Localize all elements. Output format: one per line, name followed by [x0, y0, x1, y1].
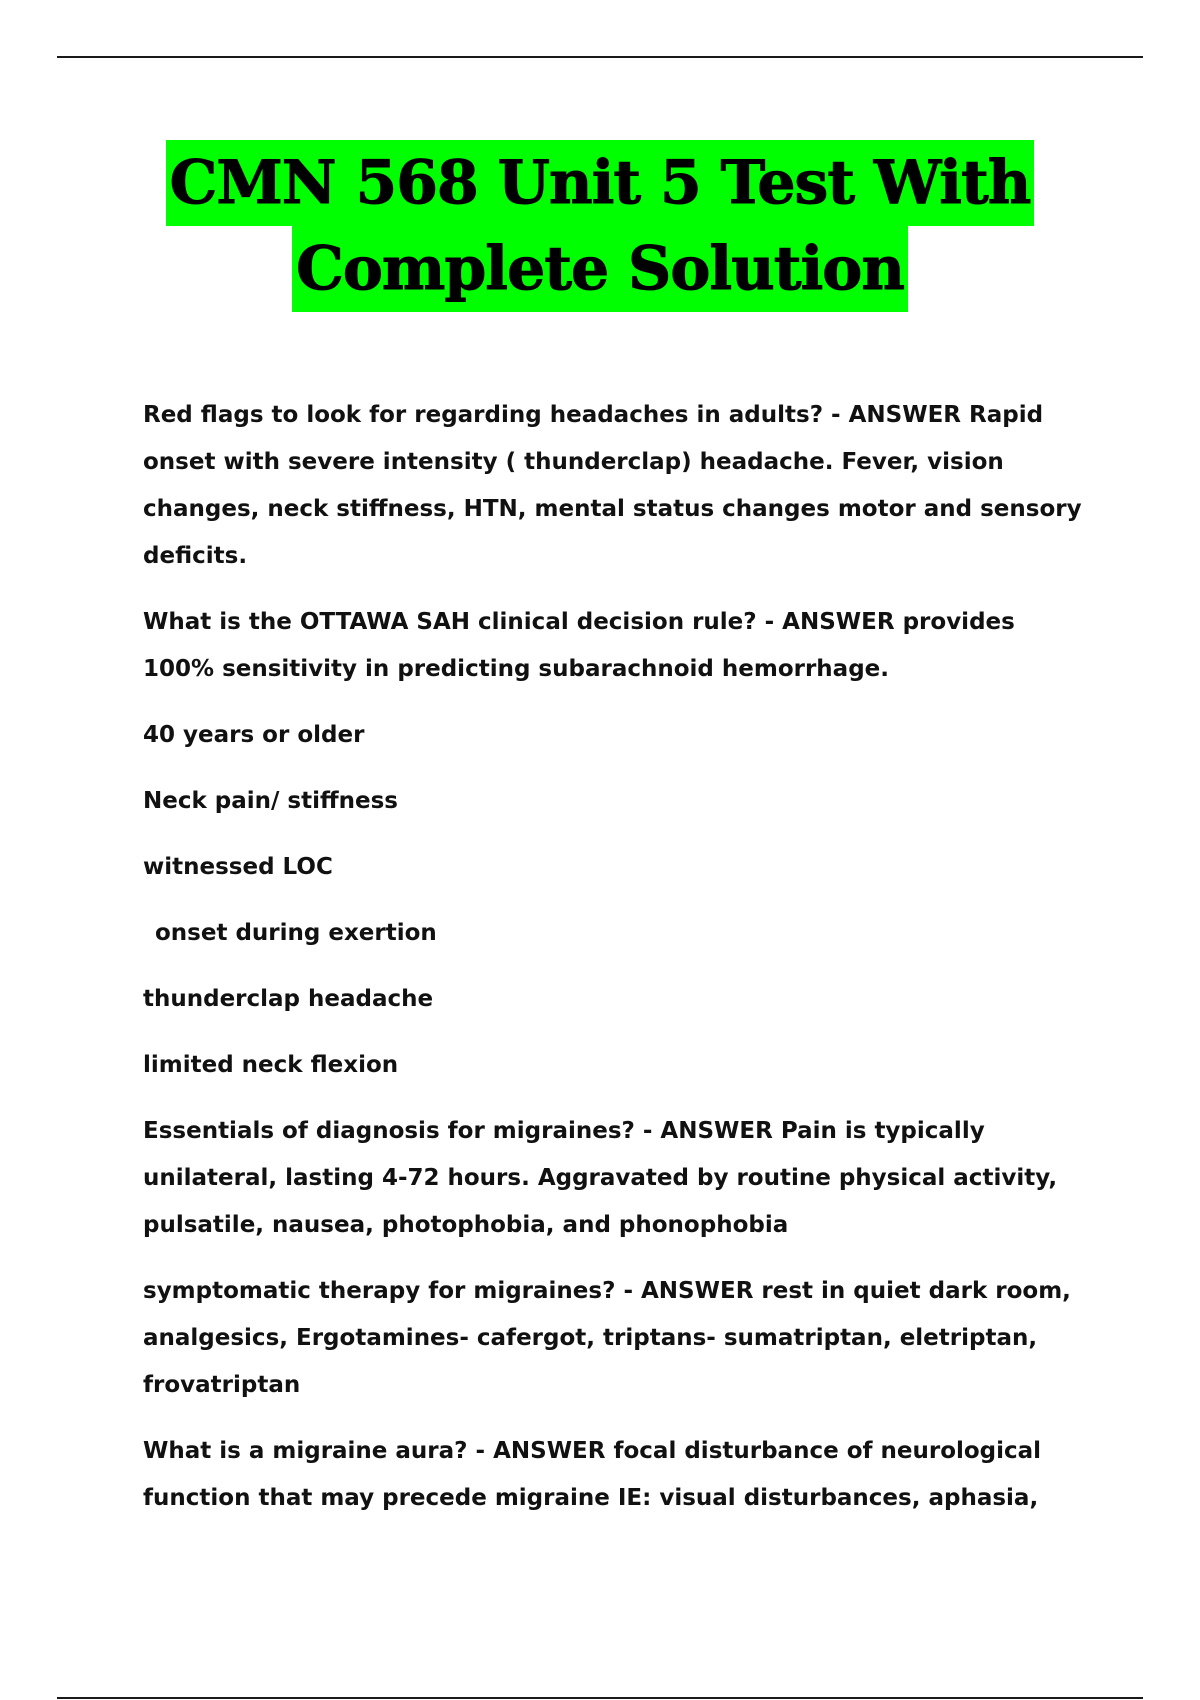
- bottom-rule: [57, 1697, 1143, 1699]
- title-line-2: Complete Solution: [292, 226, 908, 312]
- qa-paragraph: symptomatic therapy for migraines? - ANSWER rest in quiet dark room, analgesics, Ergotamines- cafergot, triptans- sumatriptan, eletriptan, frovatriptan: [143, 1278, 1071, 1398]
- qa-paragraph: What is the OTTAWA SAH clinical decision rule? - ANSWER provides 100% sensitivity in predicting subarachnoid hemorrhage.: [143, 609, 1015, 682]
- list-item: Neck pain/ stiffness: [143, 788, 398, 814]
- top-rule: [57, 56, 1143, 58]
- qa-paragraph: What is a migraine aura? - ANSWER focal disturbance of neurological function that may precede migraine IE: visual disturbances, aphasia,: [143, 1438, 1042, 1511]
- document-title: [0, 140, 1200, 312]
- list-item: thunderclap headache: [143, 986, 434, 1012]
- document-body: [143, 392, 1083, 1541]
- qa-paragraph: Red flags to look for regarding headaches in adults? - ANSWER Rapid onset with severe intensity ( thunderclap) headache. Fever, vision changes, neck stiffness, HTN, mental status changes motor and sensory deficits.: [143, 402, 1082, 569]
- qa-paragraph: Essentials of diagnosis for migraines? - ANSWER Pain is typically unilateral, lasting 4-72 hours. Aggravated by routine physical activity, pulsatile, nausea, photophobia, and phonophobia: [143, 1118, 1058, 1238]
- list-item: onset during exertion: [155, 920, 437, 946]
- list-item: 40 years or older: [143, 722, 365, 748]
- list-item: witnessed LOC: [143, 854, 333, 880]
- title-line-1: CMN 568 Unit 5 Test With: [166, 140, 1035, 226]
- list-item: limited neck flexion: [143, 1052, 399, 1078]
